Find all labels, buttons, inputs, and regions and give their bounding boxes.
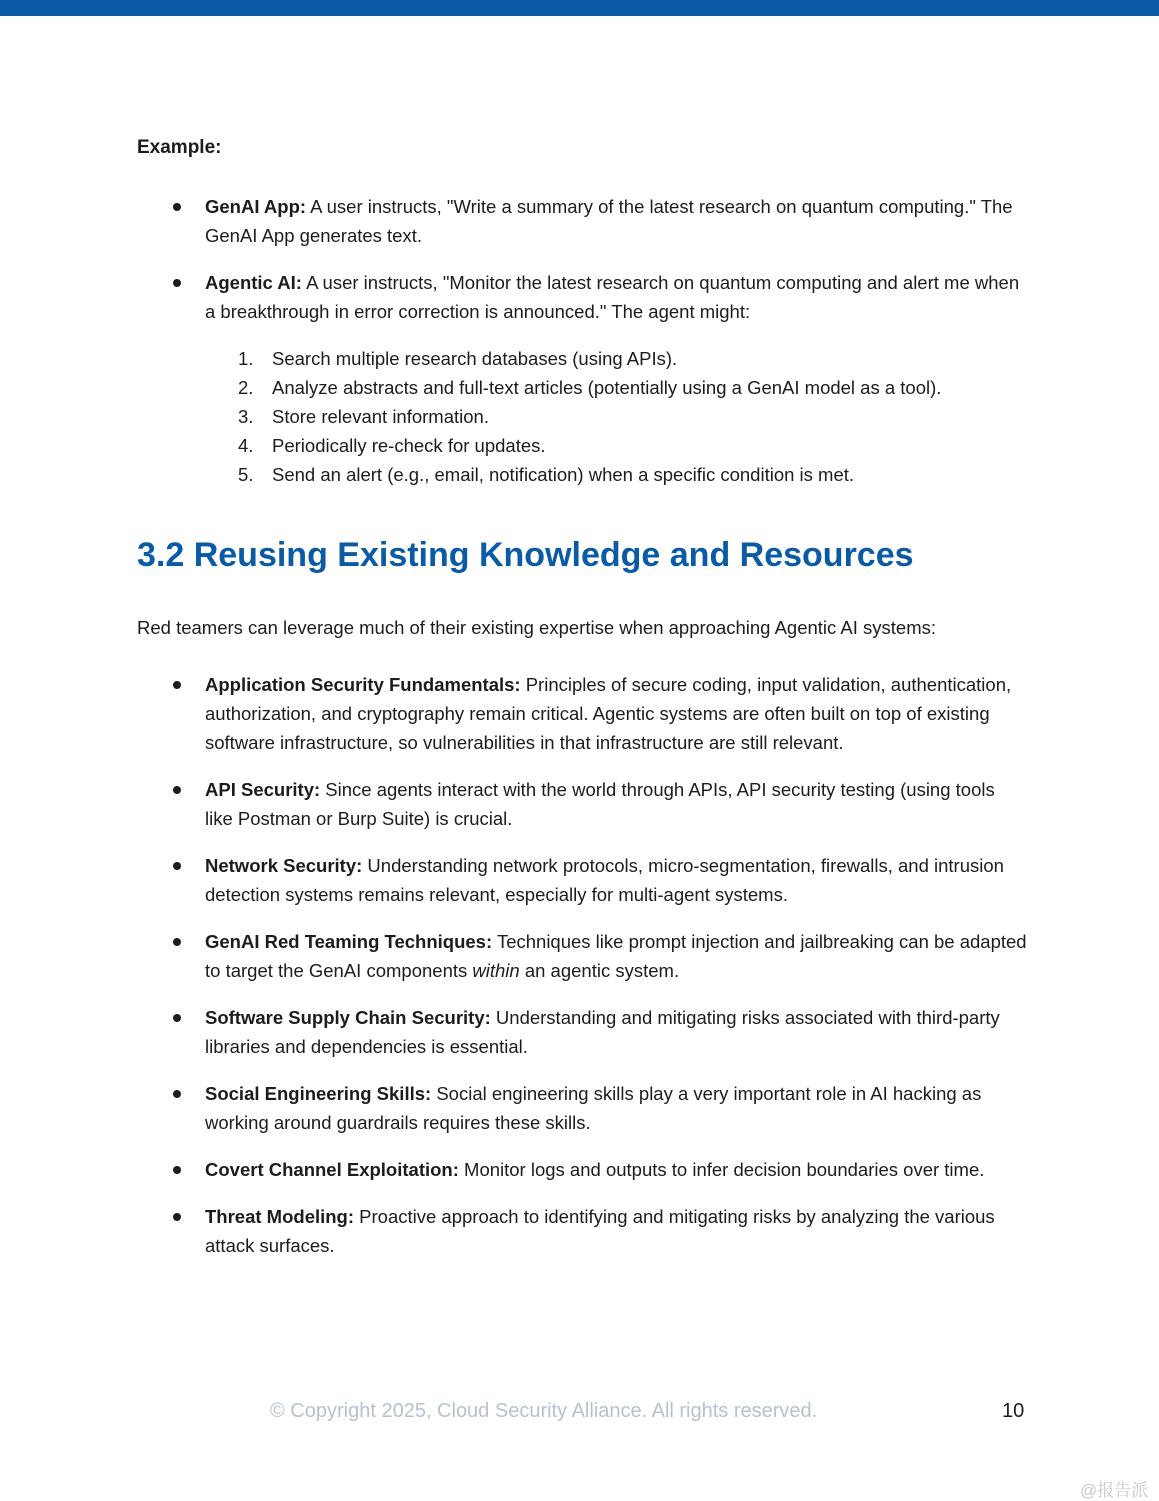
step-number: 2. — [238, 377, 254, 398]
term-label: Application Security Fundamentals: — [205, 674, 521, 695]
bullet-dot-icon — [173, 1014, 181, 1022]
step-item — [137, 373, 1027, 402]
term-label: Agentic AI: — [205, 272, 302, 293]
step-number: 3. — [238, 406, 254, 427]
skills-list — [137, 670, 1027, 1260]
step-text: Store relevant information. — [272, 406, 489, 427]
bullet-dot-icon — [173, 1090, 181, 1098]
item-text: Social engineering skills play a very important role in AI hacking as working around guardrails requires these skills. — [205, 1083, 982, 1133]
term-label: Threat Modeling: — [205, 1206, 355, 1227]
term-label: Network Security: — [205, 855, 363, 876]
page-content — [137, 132, 1027, 1278]
item-text: Proactive approach to identifying and mitigating risks by analyzing the various attack surfaces. — [205, 1206, 995, 1256]
step-text: Send an alert (e.g., email, notification) when a specific condition is met. — [272, 464, 855, 485]
page-number: 10 — [1002, 1400, 1025, 1422]
section-heading: 3.2 Reusing Existing Knowledge and Resources — [137, 536, 914, 574]
step-item — [137, 344, 1027, 373]
bullet-dot-icon — [173, 681, 181, 689]
item-text: Understanding and mitigating risks associated with third-party libraries and dependencies is essential. — [205, 1007, 1000, 1057]
item-text: A user instructs, "Write a summary of the latest research on quantum computing." The GenAI App generates text. — [205, 196, 1013, 246]
bullet-dot-icon — [173, 1213, 181, 1221]
term-label: GenAI App: — [205, 196, 307, 217]
item-text: an agentic system. — [519, 960, 680, 981]
term-label: Software Supply Chain Security: — [205, 1007, 491, 1028]
bullet-dot-icon — [173, 203, 181, 211]
step-item — [137, 431, 1027, 460]
italic-emphasis: within — [472, 960, 520, 981]
item-text: Monitor logs and outputs to infer decision boundaries over time. — [458, 1159, 985, 1180]
list-item — [137, 1155, 1027, 1184]
watermark: @报告派 — [1080, 1481, 1149, 1500]
agent-steps-list — [137, 344, 1027, 489]
step-number: 4. — [238, 435, 254, 456]
step-item — [137, 402, 1027, 431]
step-item — [137, 460, 1027, 489]
step-text: Periodically re-check for updates. — [272, 435, 546, 456]
list-item-genai-app — [137, 192, 1027, 250]
term-label: GenAI Red Teaming Techniques: — [205, 931, 493, 952]
item-text: Since agents interact with the world through APIs, API security testing (using tools like Postman or Burp Suite) is crucial. — [205, 779, 995, 829]
example-label: Example: — [137, 137, 222, 158]
bullet-dot-icon — [173, 786, 181, 794]
item-text: Understanding network protocols, micro-segmentation, firewalls, and intrusion detection systems remains relevant, especially for multi-agent systems. — [205, 855, 1004, 905]
bullet-dot-icon — [173, 1166, 181, 1174]
top-accent-bar — [0, 0, 1159, 16]
example-list — [137, 192, 1027, 489]
list-item — [137, 927, 1027, 985]
list-item — [137, 1202, 1027, 1260]
term-label: Covert Channel Exploitation: — [205, 1159, 459, 1180]
list-item — [137, 775, 1027, 833]
item-text: Principles of secure coding, input validation, authentication, authorization, and cryptography remain critical. Agentic systems are often built on top of existing software infrastructure, so vulnerabilities in that infrastructure are still relevant. — [205, 674, 1012, 753]
bullet-dot-icon — [173, 862, 181, 870]
footer-copyright: © Copyright 2025, Cloud Security Alliance. All rights reserved. — [270, 1400, 818, 1422]
list-item — [137, 670, 1027, 757]
step-number: 5. — [238, 464, 254, 485]
step-number: 1. — [238, 348, 254, 369]
term-label: Social Engineering Skills: — [205, 1083, 432, 1104]
term-label: API Security: — [205, 779, 321, 800]
step-text: Search multiple research databases (using APIs). — [272, 348, 678, 369]
item-text: Techniques like prompt injection and jailbreaking can be adapted to target the GenAI components — [205, 931, 1027, 981]
list-item — [137, 1079, 1027, 1137]
list-item-agentic-ai — [137, 268, 1027, 489]
list-item — [137, 851, 1027, 909]
bullet-dot-icon — [173, 938, 181, 946]
item-text: A user instructs, "Monitor the latest research on quantum computing and alert me when a breakthrough in error correction is announced." The agent might: — [205, 272, 1020, 322]
bullet-dot-icon — [173, 279, 181, 287]
step-text: Analyze abstracts and full-text articles (potentially using a GenAI model as a tool). — [272, 377, 942, 398]
list-item — [137, 1003, 1027, 1061]
section-intro: Red teamers can leverage much of their existing expertise when approaching Agentic AI systems: — [137, 617, 937, 638]
